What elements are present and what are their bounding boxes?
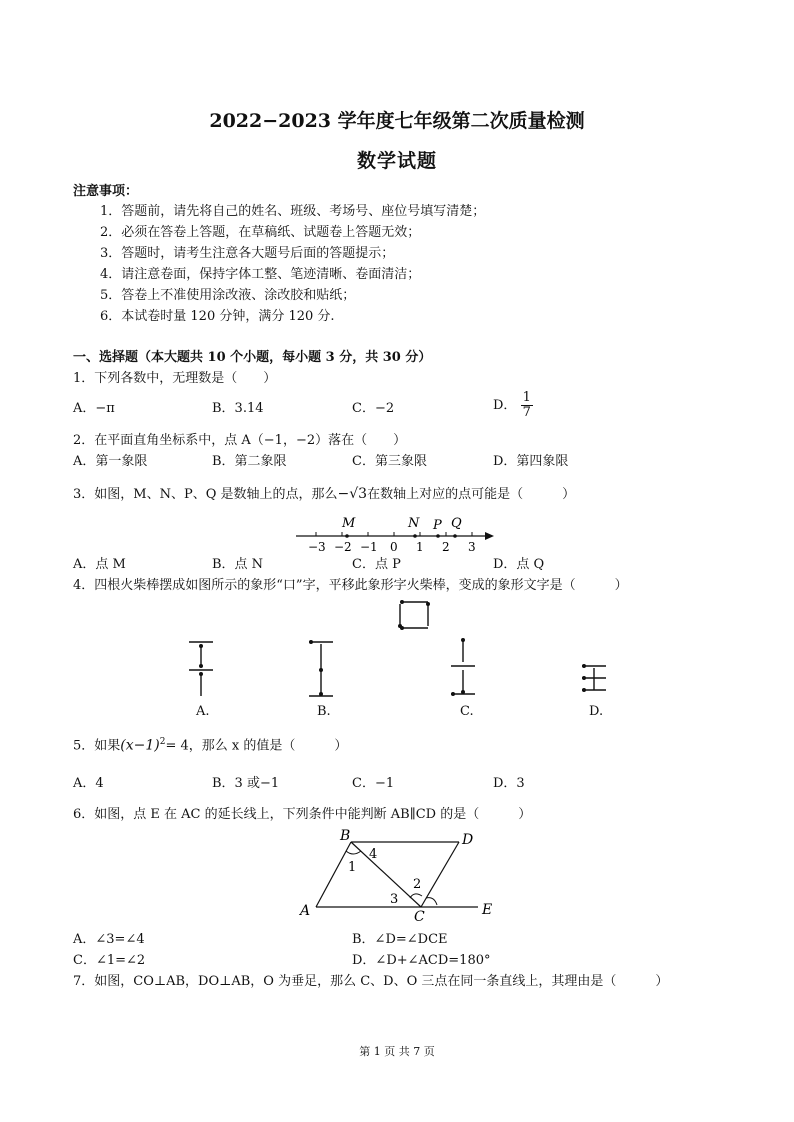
sqrt-expression: −√3	[337, 486, 368, 502]
angle-arc	[410, 894, 422, 898]
q2-option-c: C．第三象限	[352, 454, 427, 469]
tick-label: −1	[360, 540, 378, 554]
section-heading: 一、选择题（本大题共 10 个小题，每小题 3 分，共 30 分）	[73, 350, 432, 365]
q5-option-a: A．4	[73, 776, 104, 791]
tick-label: −2	[334, 540, 352, 554]
q1-option-b: B．3.14	[212, 401, 264, 416]
notice-item: 3．答题时，请考生注意各大题号后面的答题提示；	[100, 246, 395, 261]
angle-label: 1	[348, 860, 357, 875]
q6-option-d: D．∠D+∠ACD=180°	[352, 953, 491, 968]
page-footer: 第 1 页 共 7 页	[359, 1045, 435, 1058]
q1-option-c: C．−2	[352, 401, 395, 416]
line-ab	[316, 842, 351, 907]
q2-option-b: B．第二象限	[212, 454, 287, 469]
q5-expression: (x−1)	[120, 737, 160, 754]
angle-label: 4	[369, 847, 378, 862]
q3-stem-after: 在数轴上对应的点可能是（ ）	[367, 487, 576, 502]
fraction-numerator: 1	[522, 390, 531, 405]
q6-option-c: C．∠1=∠2	[73, 953, 146, 968]
question-6-stem: 6．如图，点 E 在 AC 的延长线上，下列条件中能判断 AB∥CD 的是（ ）	[73, 807, 532, 822]
q3-option-d: D．点 Q	[493, 557, 545, 572]
q2-option-a: A．第一象限	[73, 454, 148, 469]
question-1-stem: 1．下列各数中，无理数是（ ）	[73, 371, 277, 386]
tick-label: 0	[390, 540, 398, 554]
question-2-stem: 2．在平面直角坐标系中，点 A（−1，−2）落在（ ）	[73, 433, 407, 448]
parallelogram-figure	[296, 826, 501, 922]
q3-option-c: C．点 P	[352, 557, 401, 572]
point-n	[413, 534, 417, 538]
line-cd	[421, 842, 459, 907]
q2-option-d: D．第四象限	[493, 454, 569, 469]
point-label: P	[433, 518, 442, 533]
q6-option-a: A．∠3=∠4	[73, 932, 145, 947]
question-4-stem: 4．四根火柴棒摆成如图所示的象形“口”字，平移此象形字火柴棒，变成的象形文字是（ ）	[73, 578, 628, 593]
q5-stem-before: 5．如果	[73, 738, 121, 754]
vertex-label: E	[482, 902, 493, 918]
vertex-label: D	[462, 832, 474, 848]
q3-option-b: B．点 N	[212, 557, 264, 572]
point-label: N	[408, 516, 420, 531]
vertex-label: C	[414, 909, 425, 922]
q5-option-b: B．3 或−1	[212, 776, 280, 791]
q6-option-b: B．∠D=∠DCE	[352, 932, 448, 947]
point-label: M	[342, 516, 356, 531]
angle-arc	[426, 898, 437, 905]
q5-stem-after: = 4，那么 x 的值是（ ）	[165, 738, 348, 754]
vertex-label: B	[340, 828, 351, 844]
angle-arc	[346, 851, 361, 854]
point-m	[345, 534, 349, 538]
question-5-stem	[73, 734, 347, 754]
notice-item: 1．答题前，请先将自己的姓名、班级、考场号、座位号填写清楚；	[100, 204, 486, 219]
q4-option-c-figure	[448, 636, 478, 702]
number-line-tick-labels	[308, 540, 476, 554]
vertex-label: A	[300, 903, 311, 919]
point-p	[436, 534, 440, 538]
q4-option-d-figure	[580, 660, 608, 700]
notice-item: 2．必须在答卷上答题，在草稿纸、试题卷上答题无效；	[100, 225, 421, 240]
q4-option-a-label: A.	[196, 704, 210, 719]
q4-option-d-label: D.	[589, 704, 604, 719]
q1-option-d-prefix: D．	[493, 398, 517, 413]
arrow-icon	[485, 532, 494, 540]
notice-item: 4．请注意卷面，保持字体工整、笔迹清晰、卷面清洁；	[100, 267, 421, 282]
tick-label: 3	[468, 540, 476, 554]
point-label: Q	[451, 516, 462, 531]
q5-option-c: C．−1	[352, 776, 395, 791]
notice-item: 6．本试卷时量 120 分钟，满分 120 分.	[100, 309, 335, 324]
q4-option-b-label: B.	[317, 704, 331, 719]
point-q	[453, 534, 457, 538]
exam-subtitle: 数学试题	[356, 150, 437, 172]
question-3-stem	[73, 486, 575, 503]
q1-option-d	[493, 391, 533, 420]
q4-option-b-figure	[306, 636, 336, 702]
q1-option-a: A．−π	[73, 401, 115, 416]
fraction	[521, 391, 533, 420]
q3-stem-before: 3．如图，M、N、P、Q 是数轴上的点，那么	[73, 487, 338, 502]
notice-item: 5．答卷上不准使用涂改液、涂改胶和贴纸；	[100, 288, 356, 303]
number-line-point-labels	[341, 516, 462, 533]
tick-label: 1	[416, 540, 424, 554]
exam-title: 2022−2023 学年度七年级第二次质量检测	[209, 110, 585, 132]
tick-label: −3	[308, 540, 326, 554]
q5-option-d: D．3	[493, 776, 525, 791]
fraction-denominator: 7	[522, 405, 531, 420]
q4-option-a-figure	[186, 636, 216, 702]
number-line-figure	[290, 512, 505, 556]
tick-label: 2	[442, 540, 450, 554]
question-7-stem: 7．如图，CO⊥AB，DO⊥AB，O 为垂足，那么 C、D、O 三点在同一条直线上，其理由是（ ）	[73, 974, 669, 989]
q4-option-c-label: C.	[460, 704, 474, 719]
q5-exponent: 2	[159, 737, 166, 747]
matchstick-square-figure	[394, 596, 434, 634]
q3-option-a: A．点 M	[73, 557, 126, 572]
angle-label: 3	[390, 892, 399, 907]
angle-label: 2	[413, 877, 422, 892]
notice-heading: 注意事项：	[73, 184, 139, 199]
